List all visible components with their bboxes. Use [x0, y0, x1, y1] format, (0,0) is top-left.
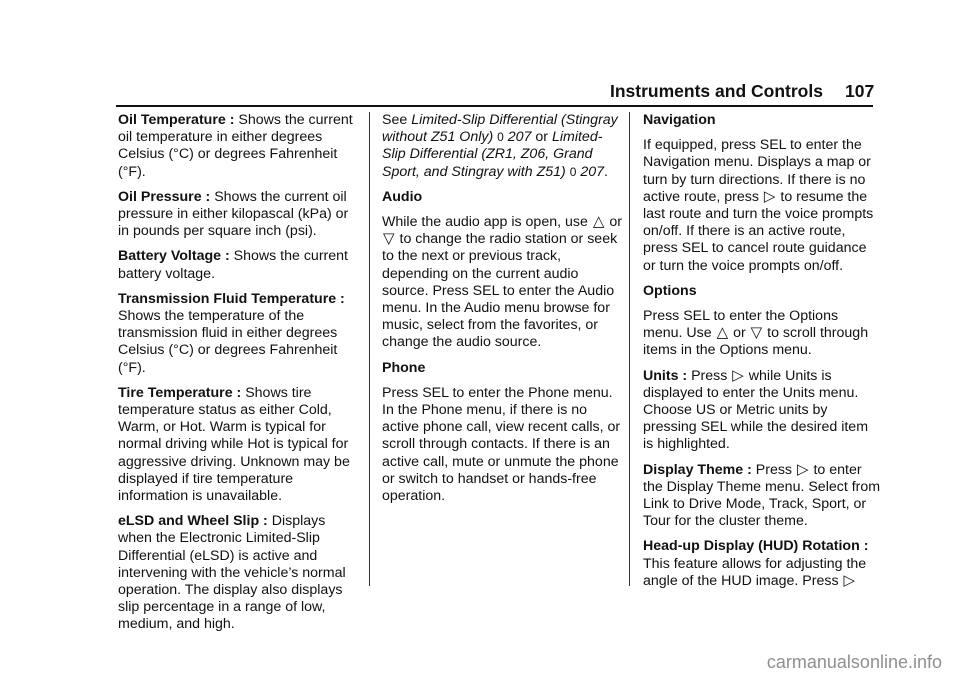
transmission-fluid-entry [118, 291, 362, 377]
section-title: Instruments and Controls [610, 81, 823, 101]
display-theme-text-a: Press [755, 461, 793, 478]
right-triangle-icon: ▷ [763, 187, 776, 205]
column-right [643, 112, 881, 598]
options-text-a: Press SEL to enter the Options menu. Use [643, 308, 839, 342]
audio-heading: Audio [382, 188, 423, 205]
lsd-reference-link[interactable]: Limited-Slip Differential (Stingray without Z51 Only) [382, 112, 618, 146]
lsd-reference-page[interactable]: 207 [507, 129, 532, 146]
page-reference-icon: 0 [569, 164, 577, 179]
column-divider [369, 112, 370, 586]
oil-pressure-term: Oil Pressure : [118, 188, 215, 205]
navigation-paragraph [643, 137, 881, 275]
lsd-z51-reference-link[interactable]: Limited-Slip Differential (ZR1, Z06, Grand Sport, and Stingray with Z51) [382, 129, 603, 180]
column-middle [382, 112, 626, 513]
oil-pressure-text: Shows the current oil pressure in either kilopascal (kPa) or in pounds per square inch (psi). [118, 188, 349, 240]
transmission-fluid-text: Shows the temperature of the transmission fluid in either degrees Celsius (°C) or degrees Fahrenheit (°F). [118, 308, 338, 376]
audio-or-text: or [609, 214, 622, 231]
header-rule [116, 105, 873, 107]
elsd-wheel-slip-term: eLSD and Wheel Slip : [118, 513, 272, 530]
column-left [118, 112, 362, 642]
audio-text-a: While the audio app is open, use [382, 214, 588, 231]
watermark: carmanualsonline.info [0, 651, 960, 673]
battery-voltage-entry [118, 248, 362, 282]
display-theme-entry [643, 462, 881, 531]
display-theme-term: Display Theme : [643, 461, 756, 478]
navigation-text-b: to resume the last route and turn the voice prompts on/off. If there is an active route, press SEL to cancel route guidance or turn the voice prompts on/off. [643, 188, 874, 274]
battery-voltage-term: Battery Voltage : [118, 248, 234, 265]
elsd-wheel-slip-entry [118, 513, 362, 633]
page-number: 107 [845, 81, 875, 101]
period-text: . [604, 163, 608, 180]
oil-temperature-entry [118, 112, 362, 181]
audio-text-b: to change the radio station or seek to the next or previous track, depending on the current audio source. Press SEL to enter the Audio menu. In the Audio menu browse for music, select from the favorites, or change the audio source. [382, 231, 618, 351]
options-text-b: to scroll through items in the Options menu. [643, 325, 869, 359]
page-reference-icon: 0 [497, 130, 504, 145]
oil-pressure-entry [118, 189, 362, 241]
right-triangle-icon: ▷ [796, 460, 809, 478]
audio-paragraph [382, 214, 626, 352]
options-or-text: or [733, 325, 746, 342]
phone-heading: Phone [382, 359, 426, 376]
navigation-text-a: If equipped, press SEL to enter the Navigation menu. Displays a map or turn by turn directions. If there is no active route, press [643, 137, 871, 205]
up-triangle-icon: △ [592, 213, 605, 231]
units-term: Units : [643, 367, 692, 384]
or-text: or [531, 129, 549, 146]
transmission-fluid-term: Transmission Fluid Temperature : [118, 290, 345, 307]
display-theme-text-b: to enter the Display Theme menu. Select from Link to Drive Mode, Track, Sport, or Tour for the cluster theme. [643, 461, 881, 530]
hud-rotation-text: This feature allows for adjusting the angle of the HUD image. Press [643, 555, 867, 589]
options-heading: Options [643, 282, 697, 299]
lsd-z51-reference-page[interactable]: 207 [580, 163, 605, 180]
oil-temperature-term: Oil Temperature : [118, 112, 239, 128]
right-triangle-icon: ▷ [843, 571, 856, 589]
up-triangle-icon: △ [716, 324, 729, 342]
see-text: See [382, 112, 412, 128]
down-triangle-icon: ▽ [750, 324, 763, 342]
column-divider [629, 112, 630, 586]
navigation-heading: Navigation [643, 112, 716, 128]
units-entry [643, 368, 881, 454]
oil-temperature-text: Shows the current oil temperature in either degrees Celsius (°C) or degrees Fahrenheit (°F). [118, 112, 353, 180]
elsd-wheel-slip-text: Displays when the Electronic Limited-Slip Differential (eLSD) is active and intervening with the vehicle’s normal operation. The display also displays slip percentage in a range of low, medium, and high. [118, 513, 346, 633]
phone-paragraph: Press SEL to enter the Phone menu. In the Phone menu, if there is no active phone call, view recent calls, or scroll through contacts. If there is an active call, mute or unmute the phone or switch to handset or hands-free operation. [382, 384, 621, 505]
right-triangle-icon: ▷ [732, 366, 744, 384]
tire-temperature-entry [118, 385, 362, 505]
cross-reference-paragraph [382, 112, 626, 181]
down-triangle-icon: ▽ [383, 230, 395, 248]
units-text-a: Press [691, 367, 728, 384]
units-text-b: while Units is displayed to enter the Units menu. Choose US or Metric units by pressing SEL while the desired item is highlighted. [643, 367, 869, 453]
tire-temperature-text: Shows tire temperature status as either Cold, Warm, or Hot. Warm is typical for normal driving while Hot is typical for aggressive driving. Unknown may be displayed if tire temperature information is unavailable. [118, 384, 350, 505]
hud-rotation-entry [643, 538, 881, 590]
battery-voltage-text: Shows the current battery voltage. [118, 248, 348, 282]
tire-temperature-term: Tire Temperature : [118, 384, 246, 401]
options-paragraph [643, 308, 881, 360]
hud-rotation-term: Head-up Display (HUD) Rotation : [643, 538, 869, 555]
